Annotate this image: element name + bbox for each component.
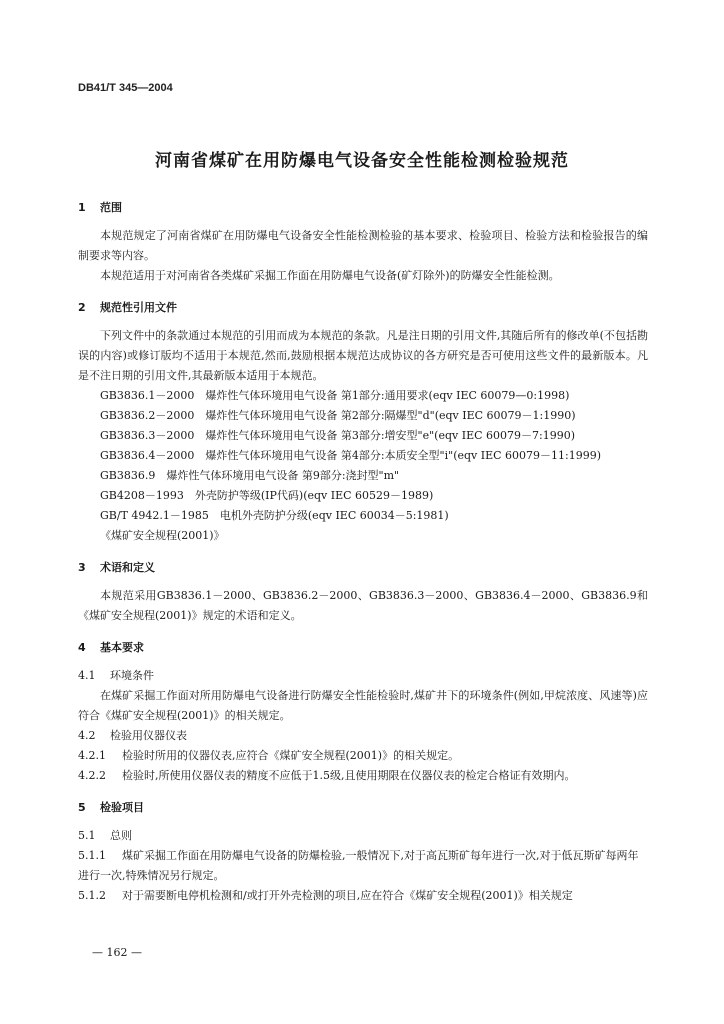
section-5-heading: 5 检验项目 — [78, 801, 144, 814]
standard-number: DB41/T 345—2004 — [78, 82, 173, 94]
section-3-paragraph: 本规范采用GB3836.1－2000、GB3836.2－2000、GB3836.3－2000、GB3836.4－2000、GB3836.9和《煤矿安全规程(2001)》规定的术语和定义。 — [78, 589, 648, 622]
reference-item: GB3836.2－2000 爆炸性气体环境用电气设备 第2部分:隔爆型"d"(eqv IEC 60079－1:1990) — [100, 409, 576, 422]
subsection-4-1-paragraph: 在煤矿采掘工作面对所用防爆电气设备进行防爆安全性能检验时,煤矿井下的环境条件(例如,甲烷浓度、风速等)应符合《煤矿安全规程(2001)》的相关规定。 — [78, 689, 648, 722]
clause-5-1-1: 5.1.1 煤矿采掘工作面在用防爆电气设备的防爆检验,一般情况下,对于高瓦斯矿每年进行一次,对于低瓦斯矿每两年进行一次,特殊情况另行规定。 — [78, 849, 639, 882]
subsection-4-1-heading: 4.1 环境条件 — [78, 669, 154, 682]
reference-item: GB3836.9 爆炸性气体环境用电气设备 第9部分:浇封型"m" — [100, 469, 400, 482]
reference-item: 《煤矿安全规程(2001)》 — [100, 529, 225, 542]
clause-4-2-2: 4.2.2 检验时,所使用仪器仪表的精度不应低于1.5级,且使用期限在仪器仪表的检定合格证有效期内。 — [78, 769, 576, 782]
clause-5-1-2: 5.1.2 对于需要断电停机检测和/或打开外壳检测的项目,应在符合《煤矿安全规程(2001)》相关规定 — [78, 889, 573, 902]
document-title: 河南省煤矿在用防爆电气设备安全性能检测检验规范 — [155, 151, 569, 171]
section-3-heading: 3 术语和定义 — [78, 561, 155, 574]
page-number: — 162 — — [92, 946, 142, 959]
subsection-4-2-heading: 4.2 检验用仪器仪表 — [78, 729, 187, 742]
document-body — [78, 198, 648, 906]
section-2-paragraph: 下列文件中的条款通过本规范的引用而成为本规范的条款。凡是注日期的引用文件,其随后所有的修改单(不包括勘误的内容)或修订版均不适用于本规范,然而,鼓励根据本规范达成协议的各方研究是否可使用这些文件的最新版本。凡是不注日期的引用文件,其最新版本适用于本规范。 — [78, 329, 648, 382]
section-1-paragraph-2: 本规范适用于对河南省各类煤矿采掘工作面在用防爆电气设备(矿灯除外)的防爆安全性能检测。 — [100, 269, 560, 282]
section-2-heading: 2 规范性引用文件 — [78, 301, 177, 314]
section-1-paragraph-1: 本规范规定了河南省煤矿在用防爆电气设备安全性能检测检验的基本要求、检验项目、检验方法和检验报告的编制要求等内容。 — [78, 229, 648, 262]
reference-item: GB4208－1993 外壳防护等级(IP代码)(eqv IEC 60529－1989) — [100, 489, 434, 502]
subsection-5-1-heading: 5.1 总则 — [78, 829, 132, 842]
reference-item: GB3836.4－2000 爆炸性气体环境用电气设备 第4部分:本质安全型"i"(eqv IEC 60079－11:1999) — [100, 449, 602, 462]
section-4-heading: 4 基本要求 — [78, 641, 144, 654]
section-1-heading: 1 范围 — [78, 201, 122, 214]
clause-4-2-1: 4.2.1 检验时所用的仪器仪表,应符合《煤矿安全规程(2001)》的相关规定。 — [78, 749, 460, 762]
reference-item: GB3836.3－2000 爆炸性气体环境用电气设备 第3部分:增安型"e"(eqv IEC 60079－7:1990) — [100, 429, 576, 442]
reference-item: GB3836.1－2000 爆炸性气体环境用电气设备 第1部分:通用要求(eqv IEC 60079—0:1998) — [100, 389, 570, 402]
reference-item: GB/T 4942.1－1985 电机外壳防护分级(eqv IEC 60034－5:1981) — [100, 509, 449, 522]
